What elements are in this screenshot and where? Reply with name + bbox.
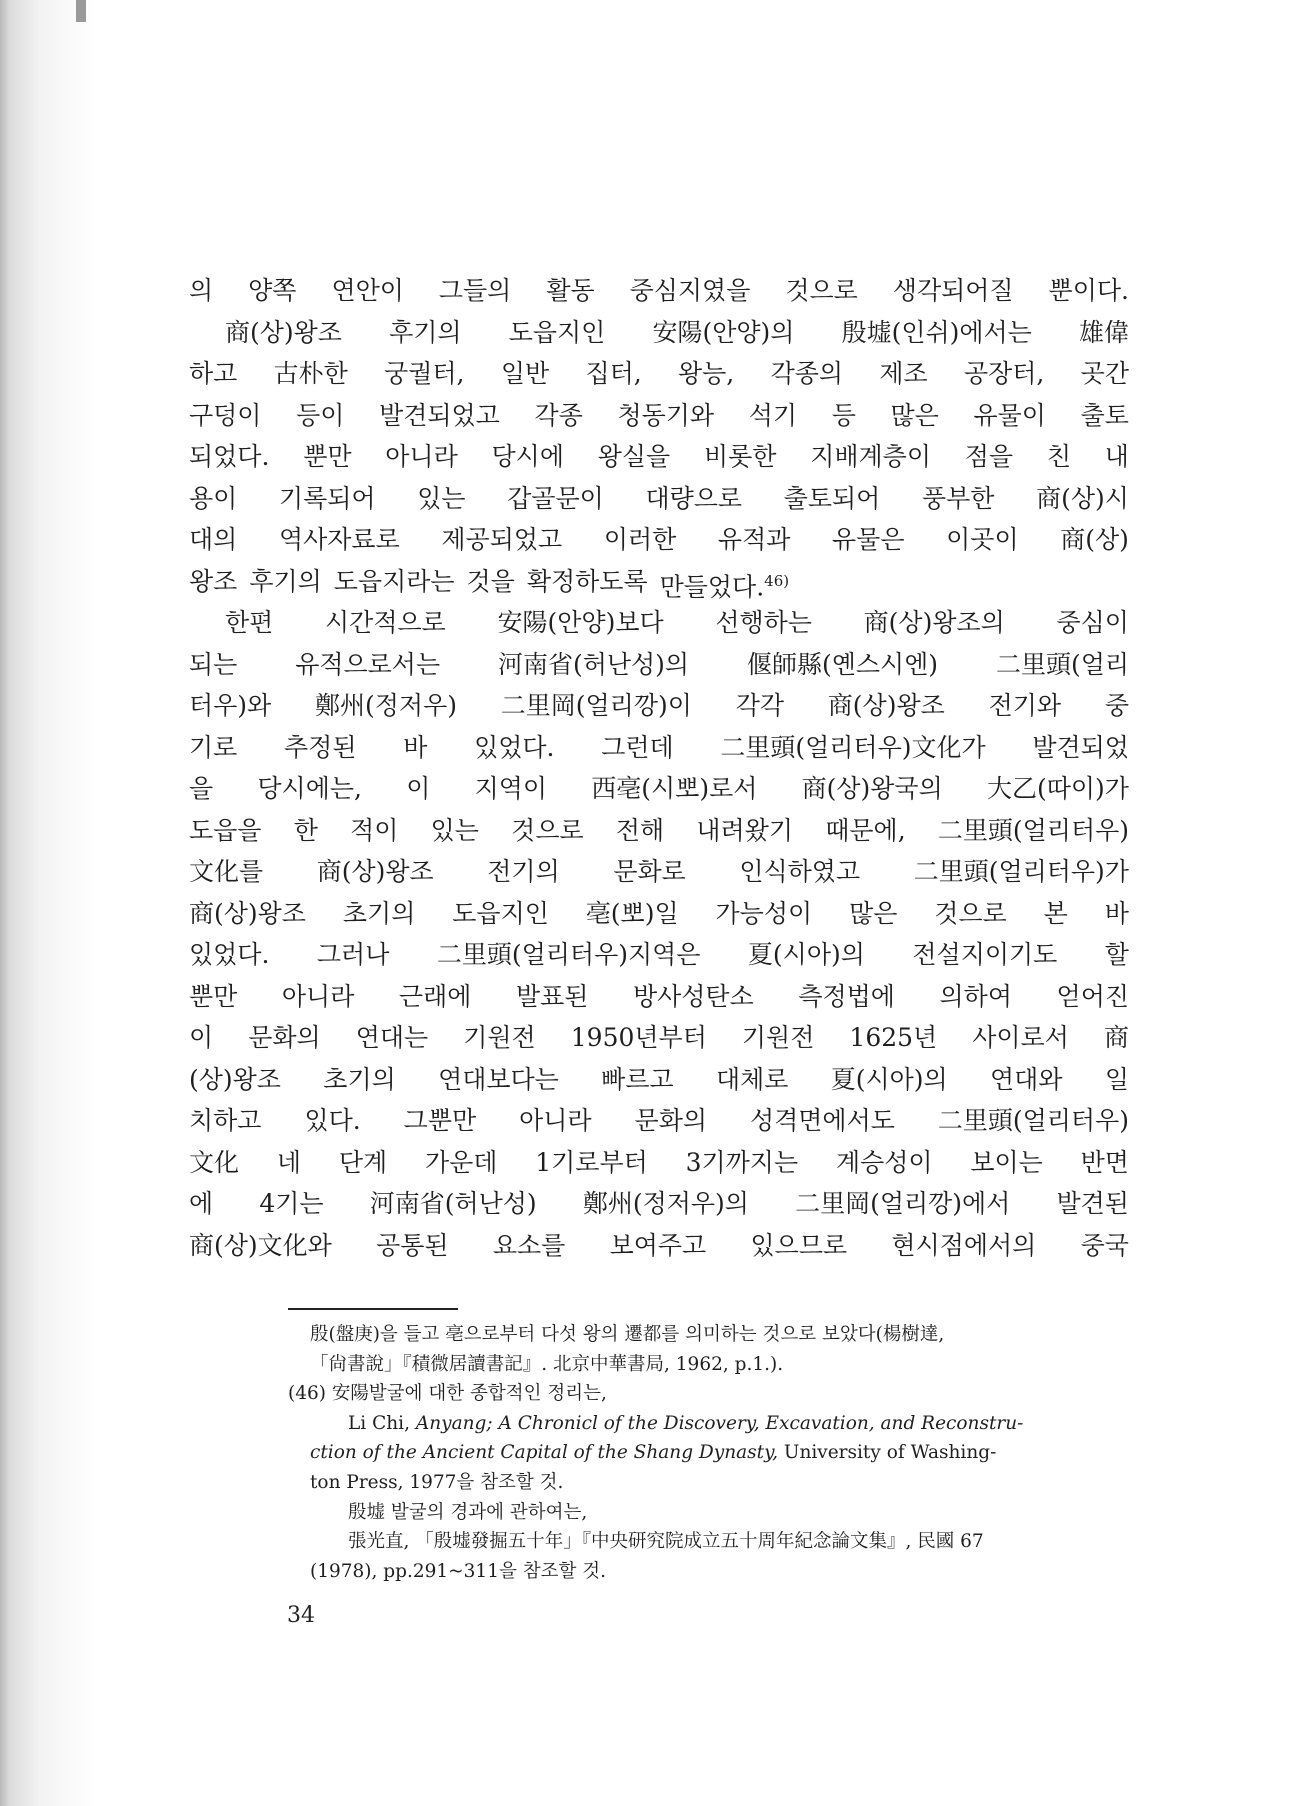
text-word: 夏(시아)의 xyxy=(830,1064,948,1094)
text-word: 1기로부터 xyxy=(535,1147,648,1177)
text-word: 많은 xyxy=(849,898,898,928)
text-word: 등 xyxy=(831,400,856,430)
text-word: 바 xyxy=(1104,898,1129,928)
text-word: 아니라 xyxy=(281,981,355,1011)
text-line xyxy=(189,685,1129,727)
text-word: 보이는 xyxy=(970,1147,1043,1177)
text-word: 발표된 xyxy=(515,981,589,1011)
text-word: 亳(뽀)일 xyxy=(585,898,679,928)
footnote-45-continued-line-2: 「尙書說」『積微居讀書記』. 北京中華書局, 1962, p.1.). xyxy=(310,1353,784,1375)
text-word: 二里頭(얼리 xyxy=(995,649,1129,679)
footnote-46-zhang-line-2: (1978), pp.291~311을 참조할 것. xyxy=(310,1560,606,1582)
text-word: 중국 xyxy=(1080,1230,1129,1260)
text-word: 도읍지라는 xyxy=(333,566,455,596)
text-word: 공통된 xyxy=(376,1230,449,1260)
text-word: 당시에 xyxy=(491,442,564,471)
text-line xyxy=(189,395,1129,437)
text-word: 기로 xyxy=(189,732,238,762)
footnote-reference-46: 46) xyxy=(764,571,790,590)
text-word: 기록되어 xyxy=(278,483,376,513)
text-word: 역사자료로 xyxy=(278,525,400,554)
text-word: 二里岡(얼리깡)에서 xyxy=(795,1189,1011,1218)
text-word: 文化를 xyxy=(189,857,264,886)
text-word: 商 xyxy=(1103,1023,1129,1052)
text-word: (상)왕조 xyxy=(189,1064,281,1094)
text-line xyxy=(189,893,1129,935)
text-word: 선행하는 xyxy=(715,608,812,637)
text-word: 도읍지인 xyxy=(508,317,606,347)
text-word: 偃師縣(옌스시엔) xyxy=(746,649,939,679)
text-word: 지배계층이 xyxy=(810,442,931,471)
text-line xyxy=(189,851,1129,893)
text-line xyxy=(189,1183,1129,1225)
text-word: 성격면에서도 xyxy=(749,1106,895,1135)
text-line xyxy=(189,1017,1129,1059)
text-word: 商(상) xyxy=(1060,525,1129,554)
text-word: 이 xyxy=(189,1023,214,1052)
text-word: 대량으로 xyxy=(645,483,743,513)
text-line xyxy=(189,436,1129,478)
text-line xyxy=(189,934,1129,976)
text-word: 商(상)왕조 xyxy=(225,317,342,347)
text-word: 기원전 xyxy=(463,1023,536,1052)
text-word: 유물이 xyxy=(973,400,1046,430)
text-word: 전기와 xyxy=(988,691,1062,720)
text-word: 도읍을 xyxy=(189,815,262,845)
text-word: 발견되었고 xyxy=(379,400,500,430)
text-word: 왕조 xyxy=(189,566,238,596)
footnote-46-yinxu-intro: 殷墟 발굴의 경과에 관하여는, xyxy=(348,1501,588,1523)
text-word: 갑골문이 xyxy=(507,483,604,513)
text-word: 출토되어 xyxy=(783,483,881,513)
text-word: 商(상)왕국의 xyxy=(801,774,943,803)
text-word: 확정하도록 xyxy=(526,566,648,596)
text-word: 궁궐터, xyxy=(384,359,465,388)
text-word: 내 xyxy=(1104,442,1129,471)
text-word: 바 xyxy=(403,732,428,762)
text-word: 비롯한 xyxy=(703,442,777,471)
scan-corner-mark xyxy=(76,0,86,22)
text-word: 것을 xyxy=(466,566,515,596)
text-word: 二里頭(얼리터우)지역은 xyxy=(436,940,701,969)
text-word: 생각되어질 xyxy=(892,276,1014,305)
text-word: 二里頭(얼리터우) xyxy=(937,1106,1129,1135)
text-word: 하고 xyxy=(189,359,238,388)
text-word: 중심이 xyxy=(1056,608,1129,637)
text-word: 夏(시아)의 xyxy=(747,940,865,969)
text-word: 鄭州(정저우) xyxy=(315,691,457,720)
text-word: 가운데 xyxy=(424,1147,498,1177)
text-line xyxy=(189,1059,1129,1101)
text-word: 유적과 xyxy=(717,525,791,554)
text-word: 후기의 xyxy=(389,317,462,347)
text-word: 얻어진 xyxy=(1056,981,1129,1011)
text-word: 1950년부터 xyxy=(570,1023,707,1052)
text-word: 지역이 xyxy=(474,774,548,803)
text-word: 鄭州(정저우)의 xyxy=(582,1189,749,1218)
text-line xyxy=(189,312,1129,354)
text-word: 가능성이 xyxy=(715,898,813,928)
text-word: 내려왔기 xyxy=(696,815,794,845)
text-word: 추정된 xyxy=(284,732,357,762)
text-word: 초기의 xyxy=(323,1064,396,1094)
text-word: 그런데 xyxy=(601,732,674,762)
text-word: 二里岡(얼리깡)이 xyxy=(500,691,692,720)
text-line xyxy=(189,602,1129,644)
text-word: 각종 xyxy=(534,400,583,430)
text-word: 그들의 xyxy=(438,276,512,305)
text-word: 만들었다.$^{46)}$ xyxy=(659,571,790,601)
text-word: 적이 xyxy=(350,815,399,845)
text-word: 본 xyxy=(1043,898,1068,928)
footnote-46-citation-line-1: Li Chi, Anyang; A Chronicl of the Discovery, Excavation, and Reconstru- xyxy=(348,1412,1024,1434)
text-word: 치하고 xyxy=(189,1106,262,1135)
text-word: 일 xyxy=(1104,1064,1129,1094)
text-word: 곳간 xyxy=(1080,359,1129,388)
text-word: 등이 xyxy=(296,400,345,430)
text-word: 것으로 xyxy=(934,898,1007,928)
text-word: 제조 xyxy=(879,359,928,388)
text-word: 현시점에서의 xyxy=(891,1230,1037,1260)
text-word: 商(상)文化와 xyxy=(189,1230,332,1260)
text-word: 古朴한 xyxy=(273,359,348,388)
text-word: 초기의 xyxy=(342,898,416,928)
text-word: 왕능, xyxy=(678,359,735,388)
text-word: 유적으로서는 xyxy=(295,649,441,679)
text-word: 용이 xyxy=(189,483,238,513)
text-line xyxy=(189,1142,1129,1184)
text-word: 이러한 xyxy=(603,525,677,554)
text-word: 商(상)왕조 xyxy=(316,857,434,886)
footnote-46-zhang-line-1: 張光直, 「殷墟發掘五十年」『中央研究院成立五十周年紀念論文集』, 民國 67 xyxy=(348,1531,984,1553)
text-word: 文化 xyxy=(189,1147,240,1177)
text-line xyxy=(189,270,1129,312)
text-word: 대체로 xyxy=(715,1064,789,1094)
text-word: 있는 xyxy=(430,815,479,845)
text-word: 전기의 xyxy=(487,857,560,886)
text-word: 商(상)왕조의 xyxy=(863,608,1005,637)
text-word: 출토 xyxy=(1080,400,1129,430)
text-word: 문화로 xyxy=(613,857,686,886)
text-line xyxy=(189,1225,1129,1267)
text-word: 安陽(안양)의 xyxy=(652,317,795,347)
text-word: 二里頭(얼리터우) xyxy=(937,815,1129,845)
text-word: 발견된 xyxy=(1056,1189,1129,1218)
text-word: 인식하였고 xyxy=(739,857,861,886)
text-line xyxy=(189,644,1129,686)
text-word: 이 xyxy=(406,774,431,803)
text-word: 네 xyxy=(276,1147,301,1177)
text-word: 의 xyxy=(189,276,214,305)
text-word: 뿐만 xyxy=(189,981,238,1011)
text-word: 되는 xyxy=(189,649,238,679)
text-word: 二里頭(얼리터우)가 xyxy=(913,857,1129,886)
text-word: 전해 xyxy=(615,815,665,845)
text-word: 청동기와 xyxy=(617,400,715,430)
text-word: 연대는 xyxy=(355,1023,429,1052)
text-word: 4기는 xyxy=(259,1189,324,1218)
text-word: 각각 xyxy=(735,691,784,720)
text-word: 집터, xyxy=(585,359,642,388)
text-word: 후기의 xyxy=(249,566,322,596)
text-word: 제공되었고 xyxy=(441,525,563,554)
text-line xyxy=(189,478,1129,520)
text-word: 河南省(허난성) xyxy=(369,1189,537,1218)
text-word: 반면 xyxy=(1080,1147,1129,1177)
text-word: 3기까지는 xyxy=(685,1147,799,1177)
text-word: 있으므로 xyxy=(750,1230,848,1260)
text-word: 보여주고 xyxy=(609,1230,707,1260)
text-word: 연대와 xyxy=(990,1064,1063,1094)
footnote-45-continued-line-1: 殷(盤庚)을 들고 亳으로부터 다섯 왕의 遷都를 의미하는 것으로 보았다(楊樹達, xyxy=(310,1324,945,1345)
text-word: 일반 xyxy=(500,359,550,388)
text-word: 있는 xyxy=(417,483,466,513)
text-word: 뿐이다. xyxy=(1048,276,1129,305)
text-word: 빠르고 xyxy=(601,1064,674,1094)
text-word: 河南省(허난성)의 xyxy=(497,649,690,679)
text-word: 점을 xyxy=(964,442,1014,471)
text-word: 각종의 xyxy=(770,359,844,388)
text-word: 할 xyxy=(1104,940,1129,969)
text-word: 시간적으로 xyxy=(325,608,446,637)
text-word: 풍부한 xyxy=(922,483,995,513)
text-word: 한편 xyxy=(225,608,274,637)
text-word: 연대보다는 xyxy=(438,1064,559,1094)
text-word: 商(상)왕조 xyxy=(827,691,945,720)
text-word: 아니라 xyxy=(519,1106,592,1135)
text-word: 문화의 xyxy=(634,1106,707,1135)
text-line xyxy=(189,810,1129,852)
text-word: 한 xyxy=(293,815,318,845)
text-word: 大乙(따이)가 xyxy=(986,774,1129,803)
text-word: 기원전 xyxy=(741,1023,815,1052)
footnotes xyxy=(288,1320,1130,1586)
text-word: 있었다. xyxy=(189,940,270,969)
text-word: 것으로 xyxy=(785,276,858,305)
text-word: 이곳이 xyxy=(946,525,1019,554)
text-word: 단계 xyxy=(338,1147,388,1177)
text-word: 유물은 xyxy=(832,525,905,554)
text-word: 있다. xyxy=(304,1106,361,1135)
text-word: 때문에, xyxy=(825,815,906,845)
text-word: 西亳(시뽀)로서 xyxy=(591,774,758,803)
text-word: 그뿐만 xyxy=(403,1106,477,1135)
text-word: 계승성이 xyxy=(835,1147,933,1177)
text-word: 양쪽 xyxy=(248,276,297,305)
text-word: 당시에는, xyxy=(257,774,362,803)
text-word: 활동 xyxy=(546,276,595,305)
text-word: 전설지이기도 xyxy=(912,940,1058,969)
text-line xyxy=(189,353,1129,395)
text-line xyxy=(189,1100,1129,1142)
text-word: 대의 xyxy=(189,525,238,554)
text-word: 연안이 xyxy=(331,276,404,305)
page-number: 34 xyxy=(287,1603,315,1628)
footnote-46-citation-line-2: ction of the Ancient Capital of the Shang Dynasty, University of Washing- xyxy=(310,1442,997,1464)
text-word: 그러나 xyxy=(316,940,390,969)
text-word: 있었다. xyxy=(474,732,555,762)
text-word: 殷墟(인쉬)에서는 xyxy=(841,317,1032,347)
text-word: 문화의 xyxy=(248,1023,321,1052)
text-word: 발견되었 xyxy=(1032,732,1129,762)
text-word: 석기 xyxy=(748,400,798,430)
text-line xyxy=(189,768,1129,810)
text-word: 구덩이 xyxy=(189,400,262,430)
text-word: 것으로 xyxy=(511,815,584,845)
text-word: 사이로서 xyxy=(972,1023,1069,1052)
text-word: 雄偉 xyxy=(1078,317,1129,347)
text-word: 방사성탄소 xyxy=(632,981,754,1011)
text-word: 측정법에 xyxy=(798,981,895,1011)
footnote-46-citation-line-3: ton Press, 1977을 참조할 것. xyxy=(310,1471,564,1493)
text-word: 도읍지인 xyxy=(452,898,549,928)
text-word: 을 xyxy=(189,774,214,803)
text-word: 요소를 xyxy=(492,1230,566,1260)
text-word: 공장터, xyxy=(963,359,1045,388)
footnote-46-label: (46) 安陽발굴에 대한 종합적인 정리는, xyxy=(288,1383,607,1405)
text-line xyxy=(189,976,1129,1018)
text-word: 아니라 xyxy=(385,442,458,471)
text-word: 安陽(안양)보다 xyxy=(497,608,664,637)
text-word: 많은 xyxy=(890,400,939,430)
text-word: 중 xyxy=(1104,691,1129,720)
scan-edge-shadow xyxy=(0,0,96,1806)
main-text xyxy=(189,270,1129,1266)
text-line xyxy=(189,727,1129,769)
text-line xyxy=(189,561,1129,603)
footnote-rule xyxy=(288,1308,458,1310)
text-word: 1625년 xyxy=(849,1023,938,1052)
text-word: 뿐만 xyxy=(303,442,352,471)
text-word: 에 xyxy=(189,1189,214,1218)
text-word: 되었다. xyxy=(189,442,270,471)
text-word: 친 xyxy=(1046,442,1072,471)
text-word: 의하여 xyxy=(939,981,1012,1011)
text-line xyxy=(189,519,1129,561)
text-word: 왕실을 xyxy=(597,442,671,471)
text-word: 근래에 xyxy=(398,981,472,1011)
text-word: 商(상)시 xyxy=(1036,483,1129,513)
text-word: 二里頭(얼리터우)文化가 xyxy=(720,732,986,762)
text-word: 商(상)왕조 xyxy=(189,898,306,928)
text-word: 중심지였을 xyxy=(629,276,751,305)
text-word: 터우)와 xyxy=(189,691,272,720)
